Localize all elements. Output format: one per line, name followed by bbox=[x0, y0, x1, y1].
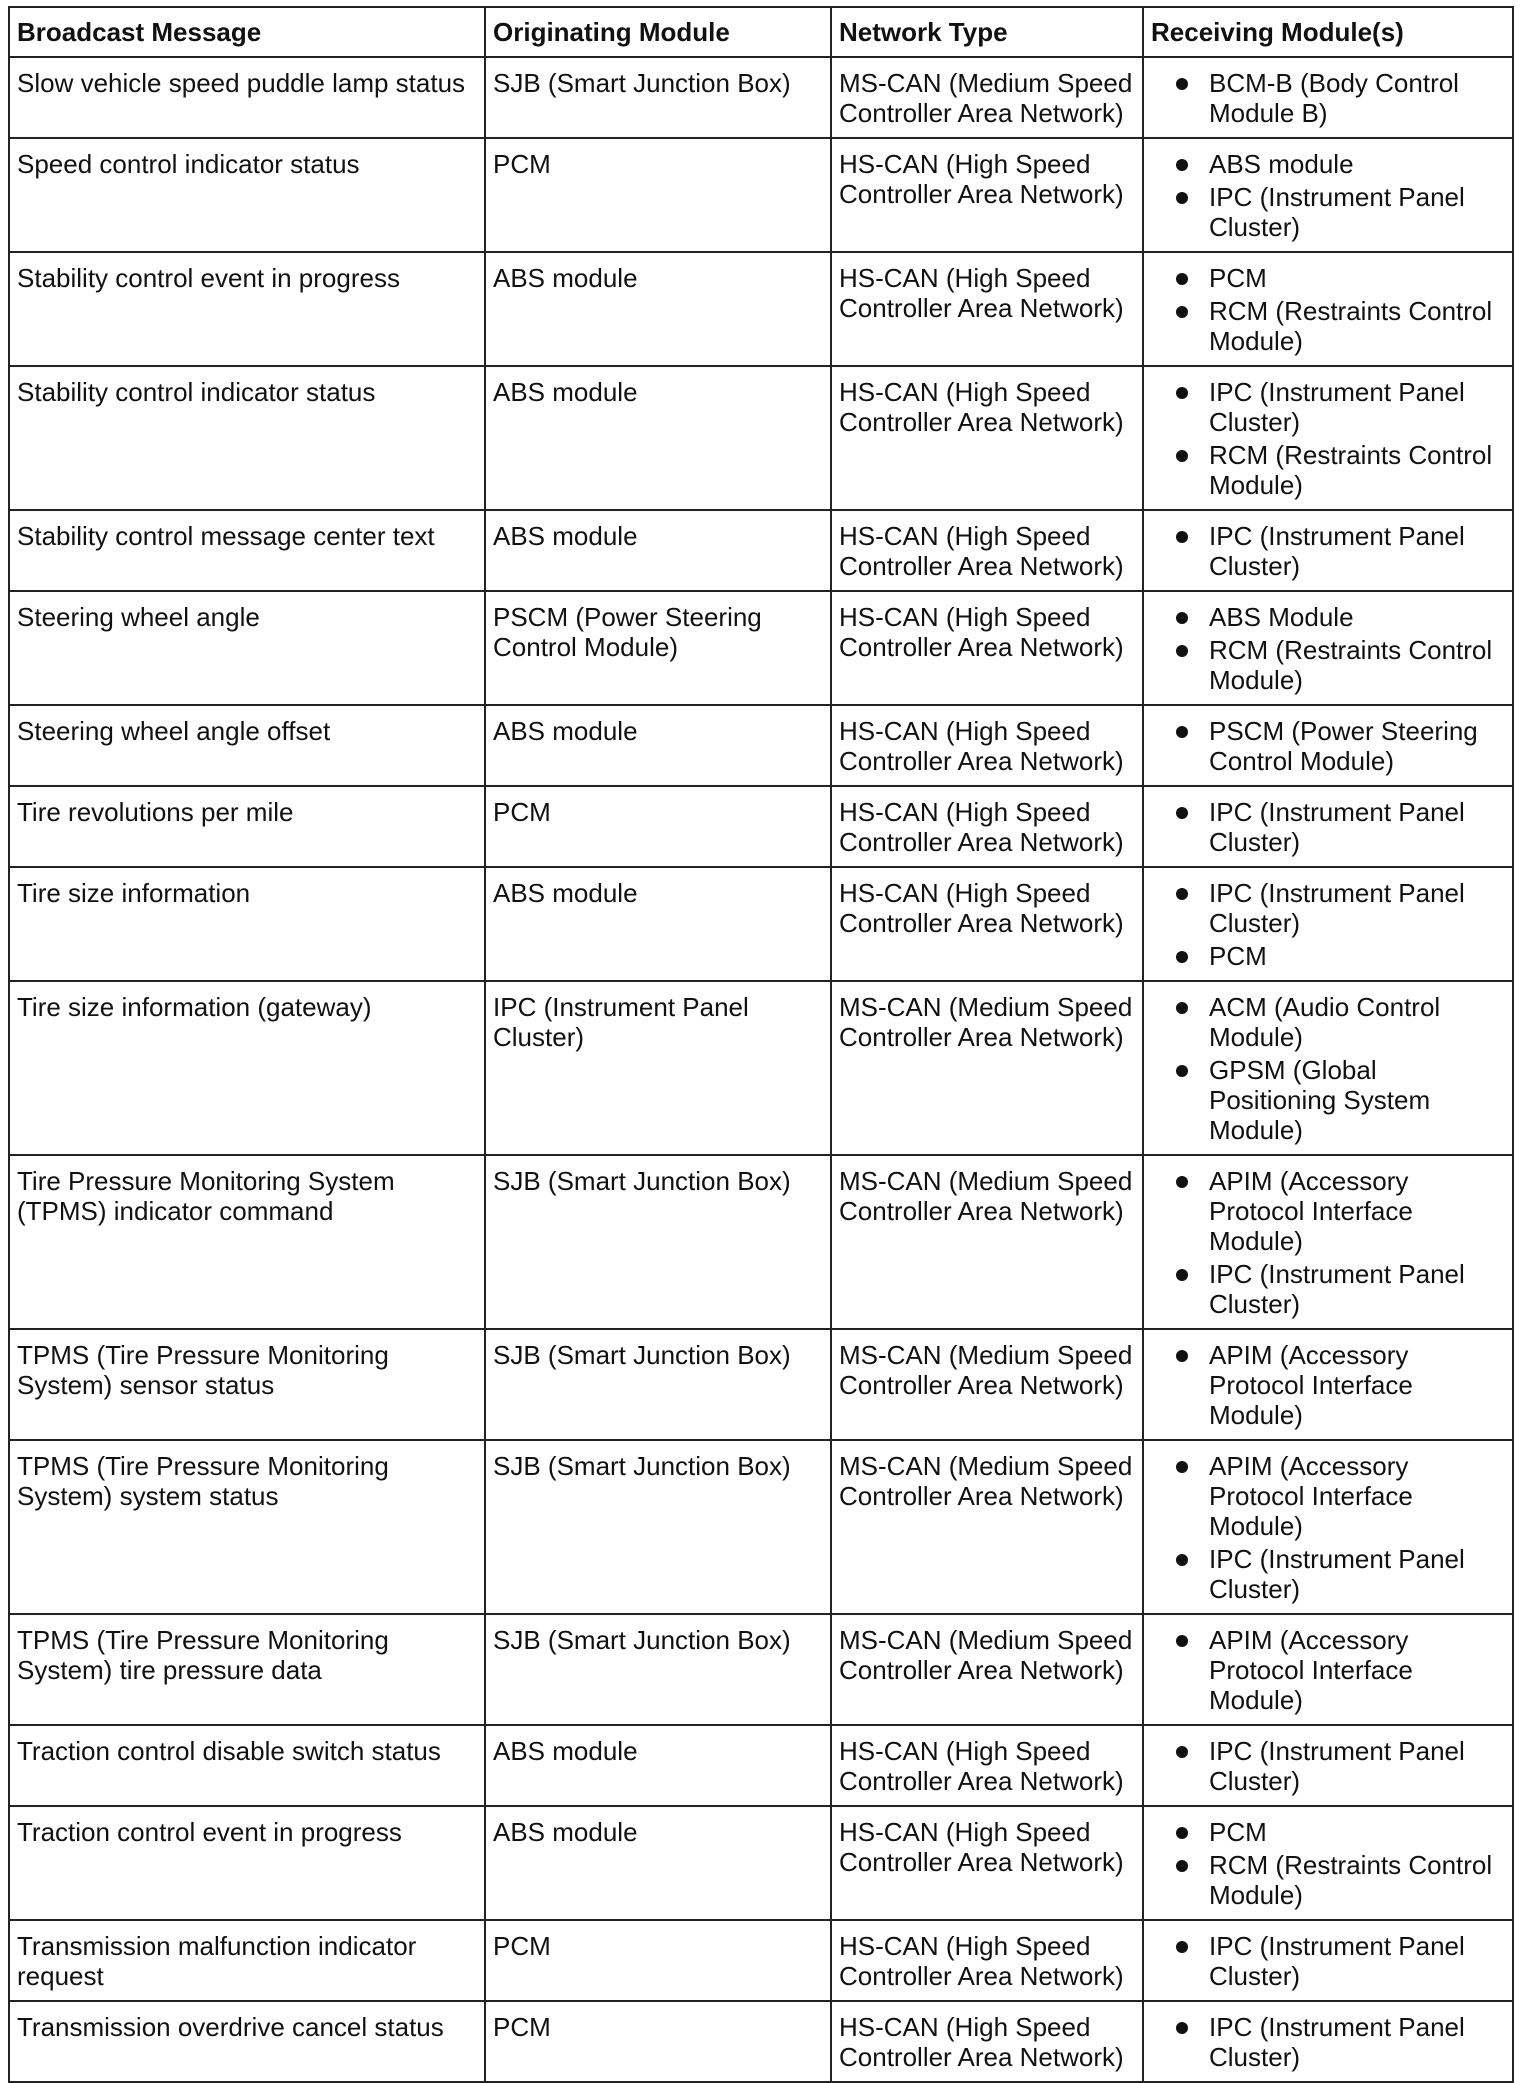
receiving-module-item: APIM (Accessory Protocol Interface Module) bbox=[1151, 1340, 1505, 1430]
originating-module-cell: PCM bbox=[485, 786, 831, 867]
originating-module-cell: SJB (Smart Junction Box) bbox=[485, 1440, 831, 1614]
receiving-modules-list bbox=[1151, 797, 1505, 857]
receiving-modules-cell bbox=[1143, 1725, 1513, 1806]
receiving-modules-cell bbox=[1143, 138, 1513, 252]
receiving-modules-cell bbox=[1143, 57, 1513, 138]
network-type-cell: MS-CAN (Medium Speed Controller Area Network) bbox=[831, 981, 1143, 1155]
receiving-modules-cell bbox=[1143, 1614, 1513, 1725]
header-network-type: Network Type bbox=[831, 7, 1143, 57]
originating-module-cell: ABS module bbox=[485, 1806, 831, 1920]
originating-module-cell: SJB (Smart Junction Box) bbox=[485, 57, 831, 138]
receiving-modules-list bbox=[1151, 992, 1505, 1145]
broadcast-message-cell: Transmission malfunction indicator request bbox=[9, 1920, 485, 2001]
network-type-cell: HS-CAN (High Speed Controller Area Network) bbox=[831, 867, 1143, 981]
table-row bbox=[9, 1806, 1513, 1920]
broadcast-message-cell: Steering wheel angle offset bbox=[9, 705, 485, 786]
network-type-cell: HS-CAN (High Speed Controller Area Network) bbox=[831, 2001, 1143, 2082]
broadcast-message-cell: Transmission overdrive cancel status bbox=[9, 2001, 485, 2082]
network-type-cell: MS-CAN (Medium Speed Controller Area Network) bbox=[831, 1155, 1143, 1329]
broadcast-message-cell: Tire Pressure Monitoring System (TPMS) indicator command bbox=[9, 1155, 485, 1329]
receiving-modules-list bbox=[1151, 1166, 1505, 1319]
receiving-module-item: IPC (Instrument Panel Cluster) bbox=[1151, 1931, 1505, 1991]
table-row bbox=[9, 1725, 1513, 1806]
receiving-module-item: BCM-B (Body Control Module B) bbox=[1151, 68, 1505, 128]
broadcast-message-cell: Speed control indicator status bbox=[9, 138, 485, 252]
broadcast-message-cell: Steering wheel angle bbox=[9, 591, 485, 705]
receiving-modules-list bbox=[1151, 521, 1505, 581]
receiving-module-item: PCM bbox=[1151, 941, 1505, 971]
table-row bbox=[9, 786, 1513, 867]
receiving-module-item: IPC (Instrument Panel Cluster) bbox=[1151, 377, 1505, 437]
network-type-cell: MS-CAN (Medium Speed Controller Area Network) bbox=[831, 1614, 1143, 1725]
receiving-modules-cell bbox=[1143, 366, 1513, 510]
broadcast-message-cell: Traction control event in progress bbox=[9, 1806, 485, 1920]
table-row bbox=[9, 1920, 1513, 2001]
originating-module-cell: ABS module bbox=[485, 366, 831, 510]
receiving-module-item: PSCM (Power Steering Control Module) bbox=[1151, 716, 1505, 776]
receiving-modules-cell bbox=[1143, 1920, 1513, 2001]
receiving-modules-list bbox=[1151, 1817, 1505, 1910]
receiving-module-item: IPC (Instrument Panel Cluster) bbox=[1151, 2012, 1505, 2072]
receiving-modules-list bbox=[1151, 263, 1505, 356]
receiving-module-item: IPC (Instrument Panel Cluster) bbox=[1151, 1259, 1505, 1319]
receiving-module-item: APIM (Accessory Protocol Interface Module) bbox=[1151, 1625, 1505, 1715]
receiving-modules-cell bbox=[1143, 786, 1513, 867]
header-broadcast-message: Broadcast Message bbox=[9, 7, 485, 57]
broadcast-message-cell: TPMS (Tire Pressure Monitoring System) tire pressure data bbox=[9, 1614, 485, 1725]
receiving-modules-list bbox=[1151, 1736, 1505, 1796]
receiving-module-item: IPC (Instrument Panel Cluster) bbox=[1151, 1736, 1505, 1796]
network-type-cell: HS-CAN (High Speed Controller Area Network) bbox=[831, 1920, 1143, 2001]
receiving-module-item: IPC (Instrument Panel Cluster) bbox=[1151, 521, 1505, 581]
network-type-cell: HS-CAN (High Speed Controller Area Network) bbox=[831, 510, 1143, 591]
table-row bbox=[9, 1155, 1513, 1329]
originating-module-cell: SJB (Smart Junction Box) bbox=[485, 1155, 831, 1329]
receiving-modules-cell bbox=[1143, 1440, 1513, 1614]
receiving-modules-cell bbox=[1143, 867, 1513, 981]
broadcast-message-cell: Traction control disable switch status bbox=[9, 1725, 485, 1806]
broadcast-message-cell: TPMS (Tire Pressure Monitoring System) system status bbox=[9, 1440, 485, 1614]
table-row bbox=[9, 981, 1513, 1155]
receiving-modules-cell bbox=[1143, 1806, 1513, 1920]
receiving-module-item: IPC (Instrument Panel Cluster) bbox=[1151, 878, 1505, 938]
table-row bbox=[9, 1440, 1513, 1614]
receiving-module-item: ACM (Audio Control Module) bbox=[1151, 992, 1505, 1052]
network-type-cell: MS-CAN (Medium Speed Controller Area Network) bbox=[831, 1329, 1143, 1440]
receiving-modules-cell bbox=[1143, 705, 1513, 786]
table-row bbox=[9, 252, 1513, 366]
receiving-modules-cell bbox=[1143, 591, 1513, 705]
receiving-module-item: RCM (Restraints Control Module) bbox=[1151, 635, 1505, 695]
header-originating-module: Originating Module bbox=[485, 7, 831, 57]
receiving-modules-list bbox=[1151, 1625, 1505, 1715]
originating-module-cell: PCM bbox=[485, 138, 831, 252]
receiving-modules-list bbox=[1151, 377, 1505, 500]
table-row bbox=[9, 57, 1513, 138]
table-row bbox=[9, 510, 1513, 591]
network-type-cell: MS-CAN (Medium Speed Controller Area Network) bbox=[831, 57, 1143, 138]
broadcast-message-cell: Tire size information (gateway) bbox=[9, 981, 485, 1155]
broadcast-message-cell: Tire revolutions per mile bbox=[9, 786, 485, 867]
broadcast-message-cell: Stability control message center text bbox=[9, 510, 485, 591]
table-row bbox=[9, 2001, 1513, 2082]
receiving-module-item: RCM (Restraints Control Module) bbox=[1151, 440, 1505, 500]
receiving-modules-list bbox=[1151, 1451, 1505, 1604]
table-body bbox=[9, 57, 1513, 2082]
broadcast-message-cell: Tire size information bbox=[9, 867, 485, 981]
broadcast-message-cell: Stability control indicator status bbox=[9, 366, 485, 510]
receiving-modules-list bbox=[1151, 602, 1505, 695]
table-row bbox=[9, 366, 1513, 510]
receiving-module-item: RCM (Restraints Control Module) bbox=[1151, 296, 1505, 356]
originating-module-cell: ABS module bbox=[485, 510, 831, 591]
receiving-module-item: PCM bbox=[1151, 1817, 1505, 1847]
receiving-module-item: IPC (Instrument Panel Cluster) bbox=[1151, 1544, 1505, 1604]
network-type-cell: HS-CAN (High Speed Controller Area Network) bbox=[831, 252, 1143, 366]
network-type-cell: HS-CAN (High Speed Controller Area Network) bbox=[831, 1806, 1143, 1920]
network-type-cell: HS-CAN (High Speed Controller Area Network) bbox=[831, 705, 1143, 786]
receiving-modules-list bbox=[1151, 1931, 1505, 1991]
table-row bbox=[9, 705, 1513, 786]
receiving-module-item: APIM (Accessory Protocol Interface Module) bbox=[1151, 1451, 1505, 1541]
receiving-modules-cell bbox=[1143, 1155, 1513, 1329]
broadcast-message-cell: Slow vehicle speed puddle lamp status bbox=[9, 57, 485, 138]
receiving-module-item: GPSM (Global Positioning System Module) bbox=[1151, 1055, 1505, 1145]
table-row bbox=[9, 867, 1513, 981]
originating-module-cell: PCM bbox=[485, 2001, 831, 2082]
originating-module-cell: ABS module bbox=[485, 252, 831, 366]
receiving-modules-list bbox=[1151, 716, 1505, 776]
broadcast-message-cell: Stability control event in progress bbox=[9, 252, 485, 366]
receiving-module-item: ABS module bbox=[1151, 149, 1505, 179]
receiving-module-item: RCM (Restraints Control Module) bbox=[1151, 1850, 1505, 1910]
receiving-module-item: ABS Module bbox=[1151, 602, 1505, 632]
table-row bbox=[9, 591, 1513, 705]
network-type-cell: HS-CAN (High Speed Controller Area Network) bbox=[831, 591, 1143, 705]
receiving-modules-cell bbox=[1143, 1329, 1513, 1440]
receiving-modules-list bbox=[1151, 68, 1505, 128]
originating-module-cell: PCM bbox=[485, 1920, 831, 2001]
network-type-cell: HS-CAN (High Speed Controller Area Network) bbox=[831, 366, 1143, 510]
originating-module-cell: ABS module bbox=[485, 1725, 831, 1806]
receiving-module-item: APIM (Accessory Protocol Interface Module) bbox=[1151, 1166, 1505, 1256]
network-type-cell: MS-CAN (Medium Speed Controller Area Network) bbox=[831, 1440, 1143, 1614]
broadcast-message-table bbox=[8, 6, 1514, 2083]
receiving-module-item: IPC (Instrument Panel Cluster) bbox=[1151, 182, 1505, 242]
header-row bbox=[9, 7, 1513, 57]
receiving-module-item: IPC (Instrument Panel Cluster) bbox=[1151, 797, 1505, 857]
broadcast-message-cell: TPMS (Tire Pressure Monitoring System) sensor status bbox=[9, 1329, 485, 1440]
network-type-cell: HS-CAN (High Speed Controller Area Network) bbox=[831, 1725, 1143, 1806]
receiving-modules-cell bbox=[1143, 981, 1513, 1155]
header-receiving-modules: Receiving Module(s) bbox=[1143, 7, 1513, 57]
table-row bbox=[9, 1614, 1513, 1725]
table-row bbox=[9, 138, 1513, 252]
network-type-cell: HS-CAN (High Speed Controller Area Network) bbox=[831, 786, 1143, 867]
receiving-modules-list bbox=[1151, 149, 1505, 242]
receiving-modules-list bbox=[1151, 1340, 1505, 1430]
originating-module-cell: ABS module bbox=[485, 705, 831, 786]
receiving-module-item: PCM bbox=[1151, 263, 1505, 293]
receiving-modules-cell bbox=[1143, 510, 1513, 591]
originating-module-cell: SJB (Smart Junction Box) bbox=[485, 1614, 831, 1725]
receiving-modules-list bbox=[1151, 2012, 1505, 2072]
network-type-cell: HS-CAN (High Speed Controller Area Network) bbox=[831, 138, 1143, 252]
originating-module-cell: IPC (Instrument Panel Cluster) bbox=[485, 981, 831, 1155]
receiving-modules-cell bbox=[1143, 252, 1513, 366]
receiving-modules-cell bbox=[1143, 2001, 1513, 2082]
receiving-modules-list bbox=[1151, 878, 1505, 971]
originating-module-cell: SJB (Smart Junction Box) bbox=[485, 1329, 831, 1440]
originating-module-cell: PSCM (Power Steering Control Module) bbox=[485, 591, 831, 705]
originating-module-cell: ABS module bbox=[485, 867, 831, 981]
table-row bbox=[9, 1329, 1513, 1440]
